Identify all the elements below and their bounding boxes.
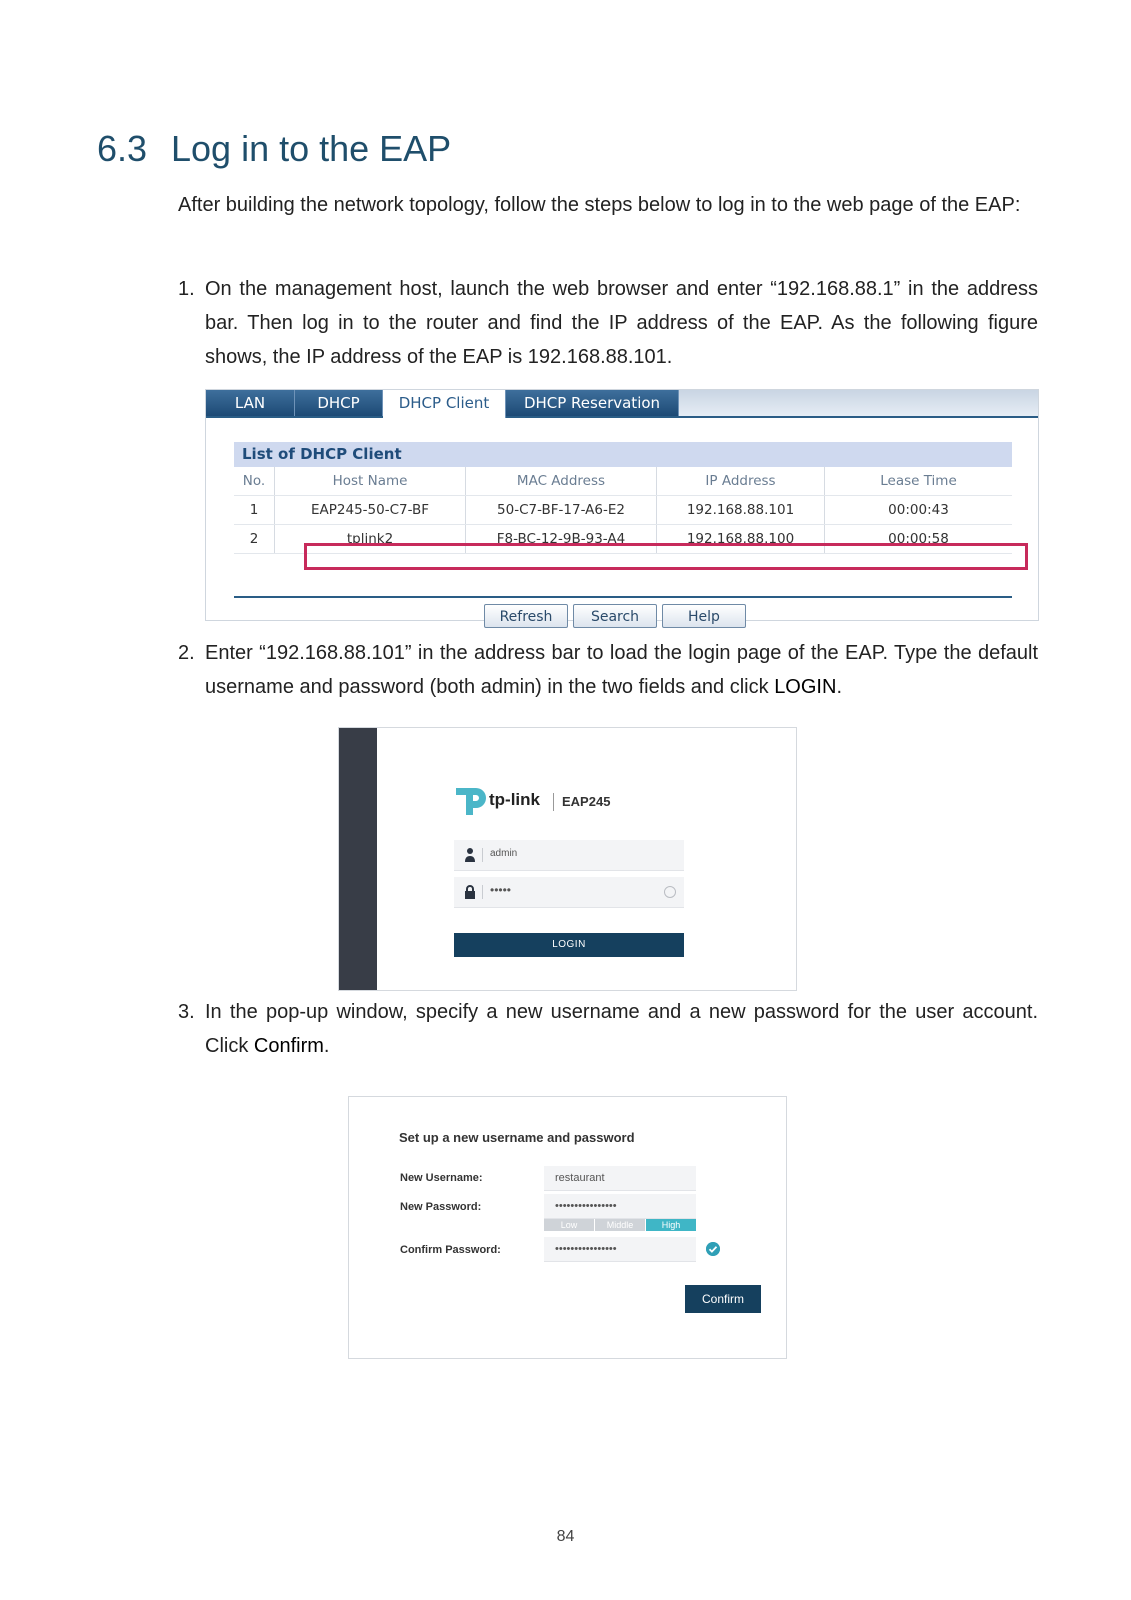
cell-mac-address: 50-C7-BF-17-A6-E2 bbox=[466, 496, 657, 525]
password-value: ••••• bbox=[490, 883, 512, 897]
col-mac-address: MAC Address bbox=[466, 467, 657, 496]
search-button[interactable]: Search bbox=[573, 604, 657, 628]
password-strength-meter bbox=[544, 1219, 696, 1231]
password-field[interactable] bbox=[454, 877, 684, 908]
user-icon bbox=[463, 847, 477, 863]
confirm-password-value: •••••••••••••••• bbox=[555, 1243, 617, 1255]
login-button[interactable]: LOGIN bbox=[454, 933, 684, 957]
col-ip-address: IP Address bbox=[657, 467, 825, 496]
step-text bbox=[205, 636, 1038, 704]
step-3 bbox=[178, 995, 1038, 1063]
login-figure bbox=[338, 727, 797, 991]
cell-no: 1 bbox=[234, 496, 275, 525]
step-number: 1. bbox=[178, 278, 195, 300]
tplink-logo-icon bbox=[454, 784, 488, 818]
step-text-part: . bbox=[836, 676, 842, 698]
cell-no: 2 bbox=[234, 525, 275, 554]
tab-dhcp-client[interactable]: DHCP Client bbox=[383, 390, 506, 418]
cell-ip-address: 192.168.88.100 bbox=[657, 525, 825, 554]
step-text: On the management host, launch the web browser and enter “192.168.88.1” in the address bar. Then log in to the router and find the IP address of the EAP. As the following figure shows, the IP address of the EAP is 192.168.88.101. bbox=[205, 278, 1038, 368]
cell-host-name: EAP245-50-C7-BF bbox=[275, 496, 466, 525]
cell-host-name: tplink2 bbox=[275, 525, 466, 554]
intro-paragraph: After building the network topology, follow the steps below to log in to the web page of the EAP: bbox=[178, 194, 1021, 216]
new-password-input[interactable] bbox=[544, 1194, 696, 1219]
model-name: EAP245 bbox=[562, 794, 611, 809]
step-text-part: In the pop-up window, specify a new username and a new password for the user account. Click bbox=[205, 1001, 1038, 1057]
brand-name: tp-link bbox=[489, 790, 540, 809]
dhcp-client-panel bbox=[234, 442, 1012, 625]
setup-credentials-figure bbox=[348, 1096, 787, 1359]
check-icon bbox=[706, 1242, 720, 1256]
confirm-button[interactable]: Confirm bbox=[685, 1285, 761, 1313]
confirm-password-input[interactable] bbox=[544, 1237, 696, 1262]
strength-middle: Middle bbox=[595, 1219, 645, 1231]
list-title: List of DHCP Client bbox=[234, 442, 1012, 467]
tab-dhcp-reservation[interactable]: DHCP Reservation bbox=[506, 390, 679, 416]
new-password-value: •••••••••••••••• bbox=[555, 1200, 617, 1212]
new-username-input[interactable] bbox=[544, 1166, 696, 1191]
confirm-password-label: Confirm Password: bbox=[400, 1244, 501, 1256]
eye-icon[interactable] bbox=[664, 886, 676, 898]
lock-icon bbox=[463, 884, 477, 900]
cell-ip-address: 192.168.88.101 bbox=[657, 496, 825, 525]
panel-divider bbox=[234, 596, 1012, 598]
dhcp-client-table bbox=[234, 467, 1012, 554]
step-number: 2. bbox=[178, 642, 195, 664]
refresh-button[interactable]: Refresh bbox=[484, 604, 568, 628]
cell-mac-address: F8-BC-12-9B-93-A4 bbox=[466, 525, 657, 554]
step-2 bbox=[178, 636, 1038, 704]
step-ui-term: Confirm bbox=[253, 1035, 324, 1057]
section-title: Log in to the EAP bbox=[171, 128, 452, 169]
field-divider bbox=[482, 848, 483, 862]
step-ui-term: LOGIN bbox=[774, 676, 837, 698]
new-username-label: New Username: bbox=[400, 1172, 483, 1184]
col-no: No. bbox=[234, 467, 275, 496]
help-button[interactable]: Help bbox=[662, 604, 746, 628]
strength-high: High bbox=[646, 1219, 696, 1231]
strength-low: Low bbox=[544, 1219, 594, 1231]
step-number: 3. bbox=[178, 1001, 195, 1023]
row-highlight-box bbox=[304, 543, 1028, 570]
new-username-value: restaurant bbox=[555, 1172, 605, 1184]
username-field[interactable] bbox=[454, 840, 684, 871]
cell-lease-time: 00:00:43 bbox=[825, 496, 1013, 525]
step-1 bbox=[178, 272, 1038, 374]
col-lease-time: Lease Time bbox=[825, 467, 1013, 496]
field-divider bbox=[482, 885, 483, 899]
username-value: admin bbox=[490, 848, 518, 859]
dhcp-client-figure bbox=[205, 389, 1039, 625]
step-text bbox=[205, 995, 1038, 1063]
tab-dhcp[interactable]: DHCP bbox=[295, 390, 383, 416]
page-number: 84 bbox=[556, 1528, 575, 1545]
logo-separator bbox=[553, 793, 554, 811]
new-password-label: New Password: bbox=[400, 1201, 482, 1213]
step-text-part: . bbox=[323, 1035, 330, 1057]
section-heading bbox=[97, 128, 451, 170]
table-header-row bbox=[234, 467, 1012, 496]
section-number: 6.3 bbox=[97, 128, 148, 169]
tab-lan[interactable]: LAN bbox=[206, 390, 295, 416]
cell-lease-time: 00:00:58 bbox=[825, 525, 1013, 554]
table-row bbox=[234, 496, 1012, 525]
login-sidebar bbox=[339, 728, 377, 990]
dialog-title: Set up a new username and password bbox=[399, 1130, 635, 1145]
step-text-part: Enter “192.168.88.101” in the address bar to load the login page of the EAP. Type the default username and password (both admin) in the two fields and click bbox=[205, 642, 1038, 698]
col-host-name: Host Name bbox=[275, 467, 466, 496]
tab-bar bbox=[206, 390, 1038, 418]
